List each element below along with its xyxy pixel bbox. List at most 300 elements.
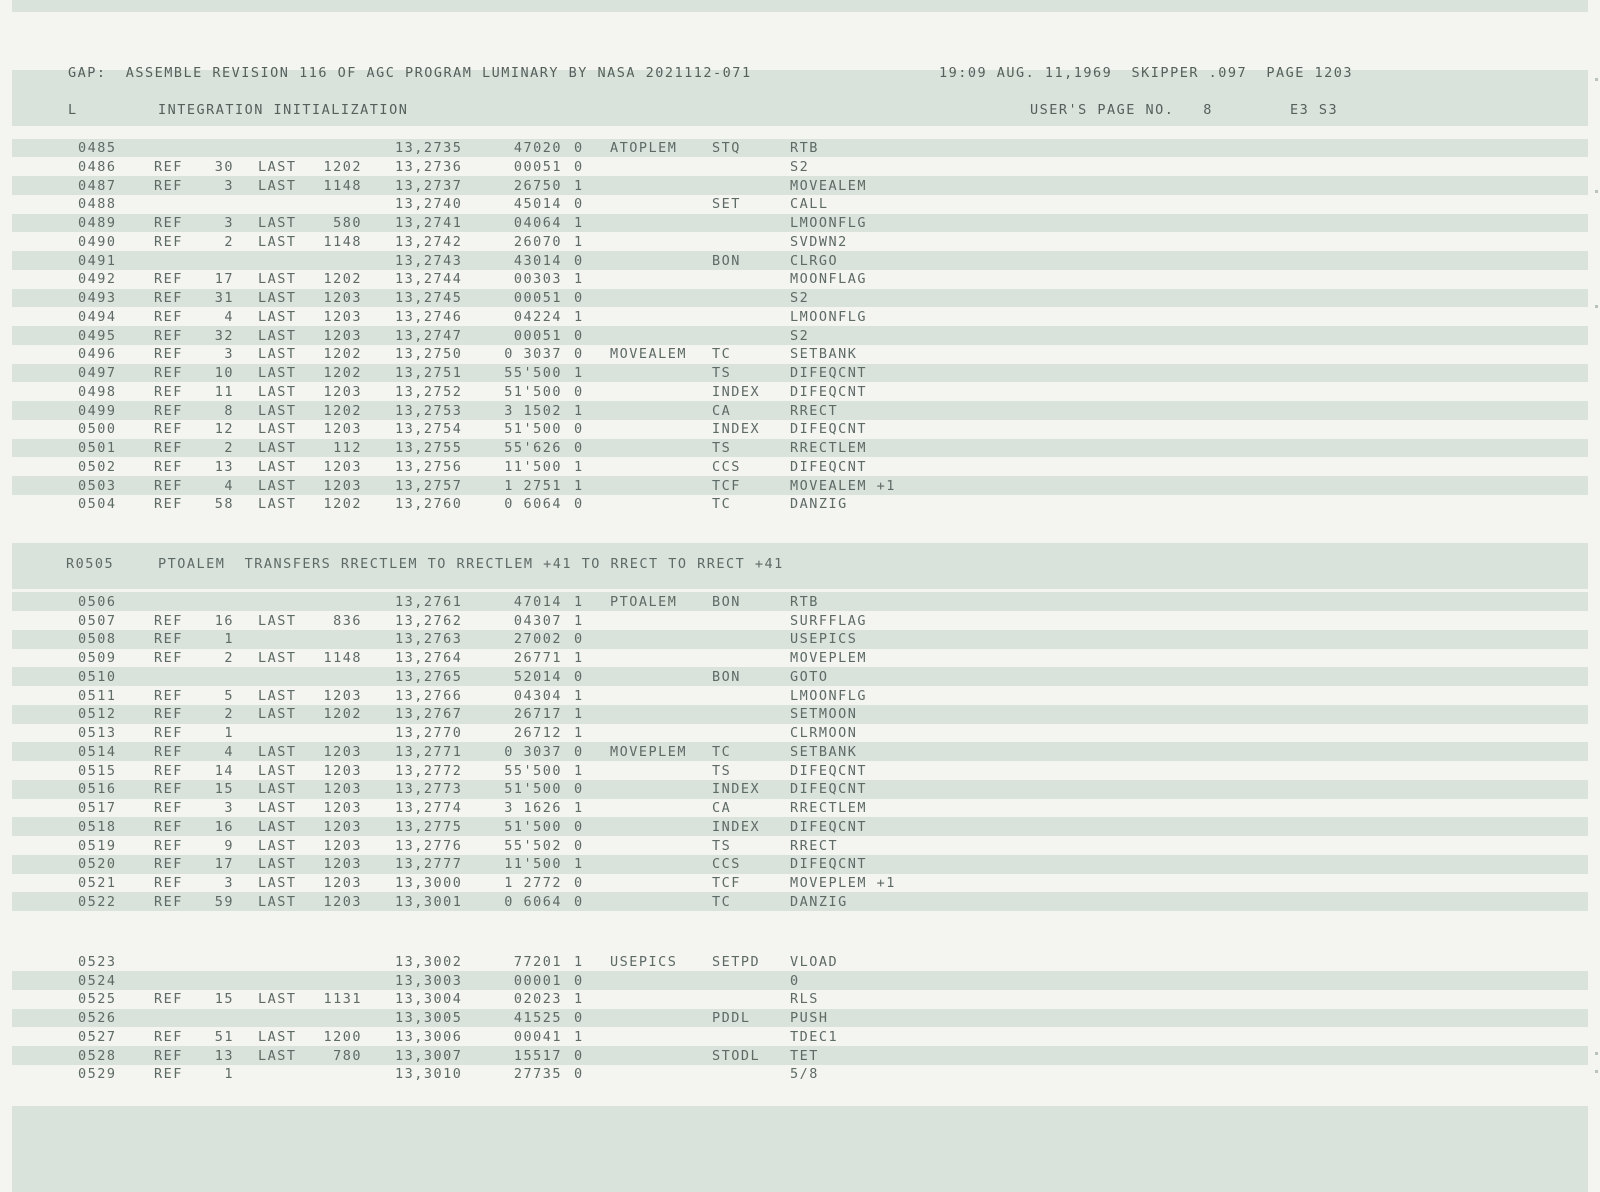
last-page: 1202 (323, 158, 362, 175)
last-marker: LAST (258, 440, 297, 456)
parity-bit: 1 (574, 762, 584, 779)
listing-row (0, 214, 1600, 232)
parity-bit: 1 (574, 856, 584, 873)
operand: RRECT (790, 837, 839, 854)
parity-bit: 1 (574, 991, 584, 1008)
label: MOVEPLEM (610, 743, 688, 760)
listing-row (0, 270, 1600, 288)
ref-count: 1 (224, 1066, 234, 1083)
ref-marker: REF (154, 1028, 183, 1045)
last-page: 1203 (323, 477, 362, 494)
last-marker: LAST (258, 346, 297, 363)
listing-row (0, 612, 1600, 630)
address: 13,2771 (395, 743, 463, 760)
address: 13,2750 (395, 346, 463, 363)
listing-row (0, 233, 1600, 251)
ref-marker: REF (154, 271, 183, 288)
last-page: 1203 (323, 421, 362, 438)
address: 13,2761 (395, 593, 463, 610)
opcode: TC (712, 346, 732, 363)
label: PTOALEM (610, 593, 678, 610)
last-page: 1203 (323, 856, 362, 873)
address: 13,2755 (395, 440, 463, 456)
last-marker: LAST (258, 837, 297, 854)
ref-count: 12 (214, 421, 234, 438)
machine-word: 26771 (513, 650, 562, 666)
parity-bit: 0 (574, 290, 584, 306)
parity-bit: 0 (574, 158, 584, 175)
last-marker: LAST (258, 290, 297, 306)
ref-marker: REF (154, 818, 183, 835)
listing-row (0, 893, 1600, 911)
ref-marker: REF (154, 402, 183, 419)
operand: S2 (790, 327, 810, 344)
address: 13,2762 (395, 612, 463, 629)
listing-row (0, 1065, 1600, 1083)
ref-count: 1 (224, 631, 234, 648)
address: 13,2766 (395, 687, 463, 704)
last-marker: LAST (258, 177, 297, 194)
parity-bit: 1 (574, 215, 584, 231)
opcode: INDEX (712, 383, 761, 400)
operand: S2 (790, 158, 810, 175)
machine-word: 51'500 (504, 421, 562, 438)
machine-word: 02023 (513, 991, 562, 1008)
last-marker: LAST (258, 991, 297, 1008)
listing-row (0, 630, 1600, 648)
operand: LMOONFLG (790, 308, 868, 325)
address: 13,2736 (395, 158, 463, 175)
machine-word: 26717 (513, 706, 562, 723)
seq-number: 0488 (78, 196, 117, 213)
ref-count: 30 (214, 158, 234, 175)
listing-row (0, 818, 1600, 836)
ref-marker: REF (154, 1047, 183, 1064)
address: 13,2773 (395, 781, 463, 798)
users-page-info: USER'S PAGE NO. 8 E3 S3 (1030, 102, 1339, 118)
seq-number: 0503 (78, 477, 117, 494)
last-page: 1148 (323, 177, 362, 194)
ref-marker: REF (154, 308, 183, 325)
opcode: TS (712, 365, 732, 381)
seq-number: 0522 (78, 893, 117, 910)
opcode: CCS (712, 856, 741, 873)
last-marker: LAST (258, 875, 297, 891)
ref-marker: REF (154, 177, 183, 194)
last-marker: LAST (258, 706, 297, 723)
listing-row (0, 972, 1600, 990)
opcode: STQ (712, 140, 741, 156)
ref-count: 5 (224, 687, 234, 704)
address: 13,2752 (395, 383, 463, 400)
parity-bit: 0 (574, 893, 584, 910)
ref-count: 10 (214, 365, 234, 381)
seq-number: 0520 (78, 856, 117, 873)
last-marker: LAST (258, 893, 297, 910)
ref-count: 9 (224, 837, 234, 854)
address: 13,2765 (395, 668, 463, 685)
last-page: 1203 (323, 383, 362, 400)
parity-bit: 0 (574, 668, 584, 685)
address: 13,2770 (395, 725, 463, 741)
machine-word: 0 6064 (504, 893, 562, 910)
listing-row (0, 687, 1600, 705)
operand: RRECTLEM (790, 440, 868, 456)
parity-bit: 0 (574, 440, 584, 456)
seq-number: 0521 (78, 875, 117, 891)
address: 13,2756 (395, 458, 463, 475)
operand: PUSH (790, 1010, 829, 1026)
section-title: INTEGRATION INITIALIZATION (158, 102, 409, 118)
ref-marker: REF (154, 477, 183, 494)
address: 13,2743 (395, 252, 463, 269)
last-page: 112 (333, 440, 362, 456)
parity-bit: 1 (574, 458, 584, 475)
seq-number: 0507 (78, 612, 117, 629)
parity-bit: 0 (574, 818, 584, 835)
ref-count: 13 (214, 1047, 234, 1064)
opcode: SET (712, 196, 741, 213)
address: 13,2774 (395, 800, 463, 816)
parity-bit: 1 (574, 650, 584, 666)
last-page: 1131 (323, 991, 362, 1008)
label: USEPICS (610, 953, 678, 970)
address: 13,2735 (395, 140, 463, 156)
seq-number: 0493 (78, 290, 117, 306)
operand: S2 (790, 290, 810, 306)
ref-count: 14 (214, 762, 234, 779)
listing-row (0, 855, 1600, 873)
last-page: 580 (333, 215, 362, 231)
last-marker: LAST (258, 477, 297, 494)
ref-count: 3 (224, 800, 234, 816)
machine-word: 04064 (513, 215, 562, 231)
machine-word: 04224 (513, 308, 562, 325)
listing-row (0, 327, 1600, 345)
ref-count: 31 (214, 290, 234, 306)
seq-number: 0515 (78, 762, 117, 779)
listing-row (0, 477, 1600, 495)
opcode: BON (712, 593, 741, 610)
last-page: 1203 (323, 818, 362, 835)
machine-word: 0 6064 (504, 496, 562, 513)
last-page: 1203 (323, 837, 362, 854)
address: 13,3001 (395, 893, 463, 910)
ref-count: 3 (224, 346, 234, 363)
operand: MOONFLAG (790, 271, 868, 288)
machine-word: 3 1502 (504, 402, 562, 419)
operand: RTB (790, 593, 819, 610)
seq-number: 0526 (78, 1010, 117, 1026)
address: 13,2741 (395, 215, 463, 231)
ref-count: 8 (224, 402, 234, 419)
address: 13,2740 (395, 196, 463, 213)
parity-bit: 0 (574, 972, 584, 989)
machine-word: 00051 (513, 158, 562, 175)
machine-word: 55'626 (504, 440, 562, 456)
seq-number: 0495 (78, 327, 117, 344)
last-marker: LAST (258, 1028, 297, 1045)
last-page: 1203 (323, 781, 362, 798)
seq-number: 0504 (78, 496, 117, 513)
address: 13,2764 (395, 650, 463, 666)
ref-count: 15 (214, 991, 234, 1008)
listing-row (0, 439, 1600, 457)
parity-bit: 0 (574, 631, 584, 648)
last-page: 1203 (323, 290, 362, 306)
operand: CALL (790, 196, 829, 213)
listing-row (0, 837, 1600, 855)
seq-number: 0511 (78, 687, 117, 704)
page-header (0, 64, 1600, 82)
ref-count: 2 (224, 706, 234, 723)
address: 13,2776 (395, 837, 463, 854)
section-code: L (68, 102, 78, 118)
last-marker: LAST (258, 856, 297, 873)
listing-row (0, 458, 1600, 476)
ref-count: 32 (214, 327, 234, 344)
machine-word: 26070 (513, 233, 562, 250)
operand: MOVEALEM (790, 177, 868, 194)
address: 13,3003 (395, 972, 463, 989)
ref-count: 17 (214, 271, 234, 288)
address: 13,2744 (395, 271, 463, 288)
seq-number: 0490 (78, 233, 117, 250)
seq-number: 0516 (78, 781, 117, 798)
ref-marker: REF (154, 837, 183, 854)
machine-word: 0 3037 (504, 743, 562, 760)
operand: DIFEQCNT (790, 458, 868, 475)
last-marker: LAST (258, 271, 297, 288)
operand: DIFEQCNT (790, 365, 868, 381)
operand: DIFEQCNT (790, 818, 868, 835)
listing-row (0, 289, 1600, 307)
opcode: TS (712, 762, 732, 779)
seq-number: 0499 (78, 402, 117, 419)
last-marker: LAST (258, 158, 297, 175)
last-page: 1202 (323, 271, 362, 288)
ref-count: 1 (224, 725, 234, 741)
machine-word: 11'500 (504, 856, 562, 873)
opcode: INDEX (712, 818, 761, 835)
listing-row (0, 420, 1600, 438)
machine-word: 15517 (513, 1047, 562, 1064)
address: 13,2737 (395, 177, 463, 194)
address: 13,2760 (395, 496, 463, 513)
seq-number: 0509 (78, 650, 117, 666)
machine-word: 1 2751 (504, 477, 562, 494)
parity-bit: 1 (574, 953, 584, 970)
parity-bit: 1 (574, 177, 584, 194)
last-marker: LAST (258, 743, 297, 760)
opcode: CCS (712, 458, 741, 475)
address: 13,3010 (395, 1066, 463, 1083)
label: ATOPLEM (610, 140, 678, 156)
machine-word: 52014 (513, 668, 562, 685)
ref-marker: REF (154, 650, 183, 666)
seq-number: 0494 (78, 308, 117, 325)
operand: SETMOON (790, 706, 858, 723)
ref-count: 11 (214, 383, 234, 400)
listing-row (0, 177, 1600, 195)
last-page: 1203 (323, 762, 362, 779)
address: 13,2775 (395, 818, 463, 835)
operand: GOTO (790, 668, 829, 685)
listing-row (0, 593, 1600, 611)
seq-number: 0524 (78, 972, 117, 989)
listing-row (0, 1028, 1600, 1046)
machine-word: 55'500 (504, 365, 562, 381)
operand: VLOAD (790, 953, 839, 970)
listing-row (0, 402, 1600, 420)
address: 13,3006 (395, 1028, 463, 1045)
ref-count: 4 (224, 743, 234, 760)
parity-bit: 1 (574, 687, 584, 704)
opcode: TC (712, 496, 732, 513)
operand: DIFEQCNT (790, 856, 868, 873)
opcode: INDEX (712, 421, 761, 438)
ref-marker: REF (154, 706, 183, 723)
ref-count: 2 (224, 650, 234, 666)
ref-marker: REF (154, 762, 183, 779)
machine-word: 45014 (513, 196, 562, 213)
address: 13,2745 (395, 290, 463, 306)
operand: DANZIG (790, 496, 848, 513)
listing-row (0, 724, 1600, 742)
machine-word: 51'500 (504, 781, 562, 798)
last-page: 1202 (323, 365, 362, 381)
parity-bit: 0 (574, 781, 584, 798)
last-marker: LAST (258, 687, 297, 704)
last-page: 1202 (323, 346, 362, 363)
operand: 0 (790, 972, 800, 989)
parity-bit: 0 (574, 837, 584, 854)
block-title-code: R0505 (66, 556, 115, 573)
seq-number: 0487 (78, 177, 117, 194)
address: 13,3007 (395, 1047, 463, 1064)
last-marker: LAST (258, 458, 297, 475)
last-page: 1203 (323, 875, 362, 891)
seq-number: 0518 (78, 818, 117, 835)
listing-row (0, 780, 1600, 798)
operand: SETBANK (790, 346, 858, 363)
ref-count: 4 (224, 477, 234, 494)
machine-word: 55'502 (504, 837, 562, 854)
parity-bit: 0 (574, 421, 584, 438)
last-marker: LAST (258, 402, 297, 419)
opcode: TC (712, 743, 732, 760)
listing-row (0, 139, 1600, 157)
opcode: TS (712, 440, 732, 456)
seq-number: 0492 (78, 271, 117, 288)
ref-count: 3 (224, 215, 234, 231)
ref-marker: REF (154, 158, 183, 175)
ref-marker: REF (154, 687, 183, 704)
ref-count: 13 (214, 458, 234, 475)
last-page: 1203 (323, 308, 362, 325)
listing-row (0, 705, 1600, 723)
listing-row (0, 345, 1600, 363)
parity-bit: 0 (574, 346, 584, 363)
machine-word: 00001 (513, 972, 562, 989)
machine-word: 47020 (513, 140, 562, 156)
margin-mark (1595, 78, 1598, 81)
machine-word: 04307 (513, 612, 562, 629)
opcode: CA (712, 402, 732, 419)
last-marker: LAST (258, 800, 297, 816)
seq-number: 0500 (78, 421, 117, 438)
seq-number: 0491 (78, 252, 117, 269)
parity-bit: 1 (574, 233, 584, 250)
operand: SVDWN2 (790, 233, 848, 250)
parity-bit: 0 (574, 875, 584, 891)
parity-bit: 0 (574, 1066, 584, 1083)
machine-word: 3 1626 (504, 800, 562, 816)
last-page: 836 (333, 612, 362, 629)
operand: CLRMOON (790, 725, 858, 741)
operand: CLRGO (790, 252, 839, 269)
last-marker: LAST (258, 233, 297, 250)
ref-marker: REF (154, 365, 183, 381)
parity-bit: 1 (574, 612, 584, 629)
parity-bit: 1 (574, 271, 584, 288)
last-marker: LAST (258, 327, 297, 344)
machine-word: 77201 (513, 953, 562, 970)
ref-marker: REF (154, 631, 183, 648)
seq-number: 0501 (78, 440, 117, 456)
last-marker: LAST (258, 612, 297, 629)
listing-row (0, 364, 1600, 382)
ref-count: 59 (214, 893, 234, 910)
last-page: 1148 (323, 233, 362, 250)
listing-row (0, 158, 1600, 176)
machine-word: 55'500 (504, 762, 562, 779)
ref-marker: REF (154, 496, 183, 513)
operand: DIFEQCNT (790, 383, 868, 400)
listing-row (0, 799, 1600, 817)
listing-row (0, 252, 1600, 270)
seq-number: 0489 (78, 215, 117, 231)
last-page: 1203 (323, 800, 362, 816)
ref-count: 3 (224, 875, 234, 891)
address: 13,3004 (395, 991, 463, 1008)
opcode: BON (712, 668, 741, 685)
address: 13,2742 (395, 233, 463, 250)
margin-mark (1595, 305, 1598, 308)
machine-word: 00303 (513, 271, 562, 288)
ref-marker: REF (154, 458, 183, 475)
ref-marker: REF (154, 440, 183, 456)
parity-bit: 0 (574, 496, 584, 513)
machine-word: 00051 (513, 290, 562, 306)
parity-bit: 1 (574, 800, 584, 816)
seq-number: 0529 (78, 1066, 117, 1083)
parity-bit: 1 (574, 402, 584, 419)
seq-number: 0510 (78, 668, 117, 685)
machine-word: 41525 (513, 1010, 562, 1026)
ref-marker: REF (154, 743, 183, 760)
address: 13,2763 (395, 631, 463, 648)
block-title-text: PTOALEM TRANSFERS RRECTLEM TO RRECTLEM +41 TO RRECT TO RRECT +41 (158, 556, 784, 573)
ref-marker: REF (154, 346, 183, 363)
listing-row (0, 743, 1600, 761)
address: 13,2767 (395, 706, 463, 723)
ref-marker: REF (154, 856, 183, 873)
operand: DIFEQCNT (790, 421, 868, 438)
operand: RTB (790, 140, 819, 156)
address: 13,2753 (395, 402, 463, 419)
opcode: TC (712, 893, 732, 910)
